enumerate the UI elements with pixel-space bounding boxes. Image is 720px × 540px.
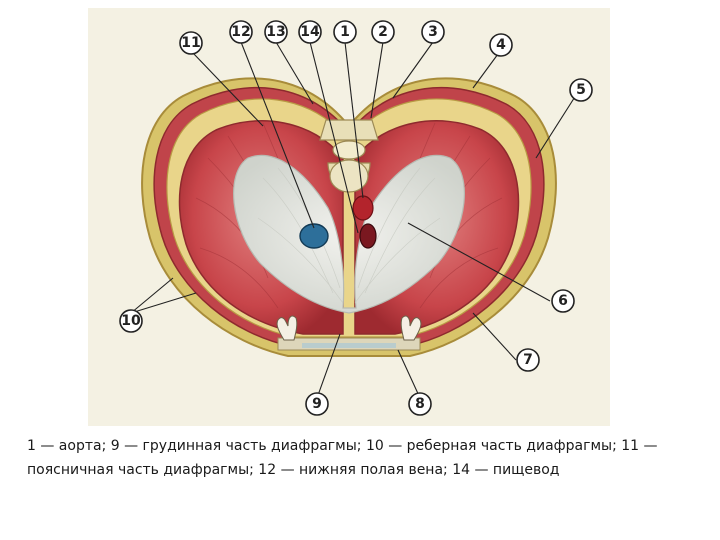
diaphragm-illustration	[88, 8, 610, 426]
callout-12	[230, 21, 252, 43]
callout-13	[265, 21, 287, 43]
callout-7	[517, 349, 539, 371]
aorta-shape	[353, 196, 373, 220]
callout-3-label: 3	[428, 24, 438, 40]
callout-5-label: 5	[576, 82, 586, 98]
callout-11	[180, 32, 202, 54]
caption-line-1: 1 — аорта; 9 — грудинная часть диафрагмы; 10 — реберная часть диафрагмы; 11 —	[27, 438, 658, 454]
callout-6	[552, 290, 574, 312]
callout-7-label: 7	[523, 352, 533, 368]
callout-12-label: 12	[231, 24, 251, 40]
callout-1-label: 1	[340, 24, 350, 40]
callout-4-label: 4	[496, 37, 506, 53]
callout-4	[490, 34, 512, 56]
esophagus-shape	[360, 224, 376, 248]
callout-9	[306, 393, 328, 415]
callout-14	[299, 21, 321, 43]
callout-1	[334, 21, 356, 43]
callout-8	[409, 393, 431, 415]
callout-13-label: 13	[266, 24, 286, 40]
callout-9-label: 9	[312, 396, 322, 412]
figure-caption	[27, 434, 699, 482]
callout-10	[120, 310, 142, 332]
callout-5	[570, 79, 592, 101]
callout-3	[422, 21, 444, 43]
callout-8-label: 8	[415, 396, 425, 412]
callout-2	[372, 21, 394, 43]
callout-10-label: 10	[121, 313, 141, 329]
callout-11-label: 11	[181, 35, 201, 51]
callout-14-label: 14	[300, 24, 320, 40]
caption-line-2: поясничная часть диафрагмы; 12 — нижняя полая вена; 14 — пищевод	[27, 462, 560, 478]
callout-2-label: 2	[378, 24, 388, 40]
callout-6-label: 6	[558, 293, 568, 309]
diaphragm-svg	[88, 8, 610, 426]
